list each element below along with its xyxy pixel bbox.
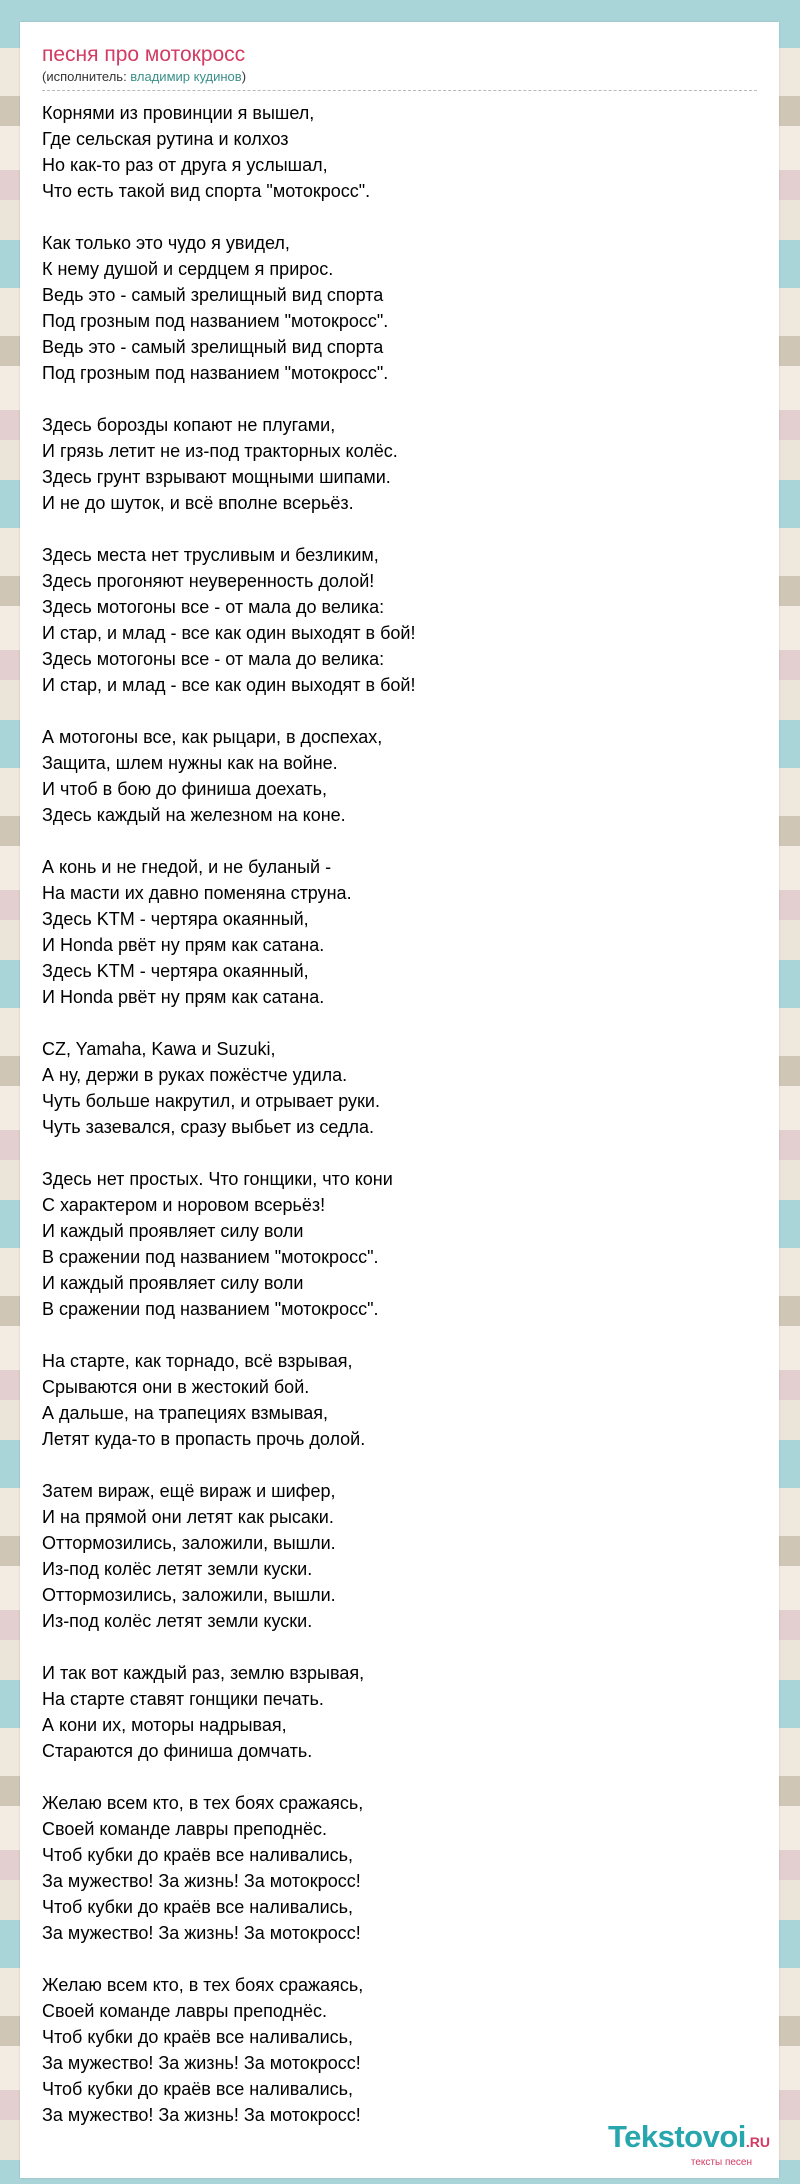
artist-prefix: (исполнитель: xyxy=(42,69,131,84)
lyrics-line: Оттормозились, заложили, вышли. xyxy=(42,1585,336,1605)
lyrics-stanza xyxy=(42,412,757,516)
lyrics-line: Чуть больше накрутил, и отрывает руки. xyxy=(42,1091,380,1111)
lyrics-line: Чуть зазевался, сразу выбьет из седла. xyxy=(42,1117,375,1137)
lyrics-stanza xyxy=(42,230,757,386)
lyrics-line: Оттормозились, заложили, вышли. xyxy=(42,1533,336,1553)
lyrics-line: Здесь нет простых. Что гонщики, что кони xyxy=(42,1169,393,1189)
lyrics-line: И каждый проявляет силу воли xyxy=(42,1221,304,1241)
artist-line xyxy=(42,68,757,91)
lyrics-line: Из-под колёс летят земли куски. xyxy=(42,1559,313,1579)
lyrics-stanza xyxy=(42,1036,757,1140)
lyrics-line: И стар, и млад - все как один выходят в бой! xyxy=(42,675,416,695)
lyrics-line: Стараются до финиша домчать. xyxy=(42,1741,313,1761)
lyrics-card xyxy=(20,22,779,2178)
lyrics-line: Здесь мотогоны все - от мала до велика: xyxy=(42,597,385,617)
lyrics-stanza xyxy=(42,1478,757,1634)
lyrics-stanza xyxy=(42,1660,757,1764)
lyrics-line: К нему душой и сердцем я прирос. xyxy=(42,259,334,279)
lyrics-line: Ведь это - самый зрелищный вид спорта xyxy=(42,285,384,305)
lyrics-line: Срываются они в жестокий бой. xyxy=(42,1377,310,1397)
logo-tagline: тексты песен xyxy=(690,2157,752,2168)
lyrics-line: Затем вираж, ещё вираж и шифер, xyxy=(42,1481,336,1501)
lyrics-line: Летят куда-то в пропасть прочь долой. xyxy=(42,1429,366,1449)
lyrics-line: Желаю всем кто, в тех боях сражаясь, xyxy=(42,1793,364,1813)
lyrics-line: Ведь это - самый зрелищный вид спорта xyxy=(42,337,384,357)
lyrics-line: Здесь грунт взрывают мощными шипами. xyxy=(42,467,391,487)
lyrics-line: И каждый проявляет силу воли xyxy=(42,1273,304,1293)
lyrics-stanza xyxy=(42,100,757,204)
lyrics-stanza xyxy=(42,1790,757,1946)
lyrics-line: Как только это чудо я увидел, xyxy=(42,233,290,253)
lyrics-line: А мотогоны все, как рыцари, в доспехах, xyxy=(42,727,383,747)
lyrics-line: Здесь каждый на железном на коне. xyxy=(42,805,346,825)
song-title: песня про мотокросс xyxy=(42,43,246,66)
lyrics-line: Но как-то раз от друга я услышал, xyxy=(42,155,328,175)
lyrics-line: На старте, как торнадо, всё взрывая, xyxy=(42,1351,353,1371)
lyrics-line: Что есть такой вид спорта "мотокросс". xyxy=(42,181,371,201)
lyrics-line: Здесь борозды копают не плугами, xyxy=(42,415,336,435)
lyrics-line: С характером и норовом всерьёз! xyxy=(42,1195,326,1215)
lyrics-line: Чтоб кубки до краёв все наливались, xyxy=(42,1897,354,1917)
lyrics-stanza xyxy=(42,542,757,698)
artist-suffix: ) xyxy=(241,69,247,84)
lyrics-line: И грязь летит не из-под тракторных колёс. xyxy=(42,441,398,461)
lyrics-line: А кони их, моторы надрывая, xyxy=(42,1715,287,1735)
site-logo[interactable] xyxy=(608,2121,770,2168)
artist-link[interactable]: владимир кудинов xyxy=(130,69,242,84)
lyrics-line: CZ, Yamaha, Kawa и Suzuki, xyxy=(42,1039,276,1059)
lyrics-line: Своей команде лавры преподнёс. xyxy=(42,2001,327,2021)
lyrics-line: Здесь KTM - чертяра окаянный, xyxy=(42,909,309,929)
lyrics-line: За мужество! За жизнь! За мотокросс! xyxy=(42,2053,361,2073)
lyrics-line: Здесь мотогоны все - от мала до велика: xyxy=(42,649,385,669)
logo-name: Tekstovoi xyxy=(607,2119,746,2154)
lyrics-line: Под грозным под названием "мотокросс". xyxy=(42,363,389,383)
lyrics-line: И стар, и млад - все как один выходят в бой! xyxy=(42,623,416,643)
logo-wordmark xyxy=(608,2121,770,2158)
lyrics-line: Здесь прогоняют неуверенность долой! xyxy=(42,571,375,591)
lyrics-line: На масти их давно поменяна струна. xyxy=(42,883,352,903)
lyrics-line: Чтоб кубки до краёв все наливались, xyxy=(42,1845,354,1865)
lyrics-line: За мужество! За жизнь! За мотокросс! xyxy=(42,1923,361,1943)
lyrics-line: Здесь места нет трусливым и безликим, xyxy=(42,545,379,565)
lyrics-body xyxy=(42,100,757,2128)
lyrics-line: А ну, держи в руках пожёстче удила. xyxy=(42,1065,348,1085)
lyrics-line: На старте ставят гонщики печать. xyxy=(42,1689,324,1709)
lyrics-line: И чтоб в бою до финиша доехать, xyxy=(42,779,328,799)
lyrics-line: И так вот каждый раз, землю взрывая, xyxy=(42,1663,365,1683)
lyrics-line: В сражении под названием "мотокросс". xyxy=(42,1247,379,1267)
lyrics-stanza xyxy=(42,1166,757,1322)
lyrics-line: И на прямой они летят как рысаки. xyxy=(42,1507,334,1527)
lyrics-line: И Honda рвёт ну прям как сатана. xyxy=(42,935,325,955)
lyrics-line: И Honda рвёт ну прям как сатана. xyxy=(42,987,325,1007)
lyrics-line: Из-под колёс летят земли куски. xyxy=(42,1611,313,1631)
lyrics-line: Своей команде лавры преподнёс. xyxy=(42,1819,327,1839)
lyrics-line: Чтоб кубки до краёв все наливались, xyxy=(42,2079,354,2099)
lyrics-stanza xyxy=(42,724,757,828)
lyrics-line: А дальше, на трапециях взмывая, xyxy=(42,1403,328,1423)
lyrics-stanza xyxy=(42,1348,757,1452)
lyrics-line: Где сельская рутина и колхоз xyxy=(42,129,289,149)
lyrics-line: За мужество! За жизнь! За мотокросс! xyxy=(42,2105,361,2125)
lyrics-stanza xyxy=(42,1972,757,2128)
lyrics-line: Здесь KTM - чертяра окаянный, xyxy=(42,961,309,981)
lyrics-line: Под грозным под названием "мотокросс". xyxy=(42,311,389,331)
lyrics-line: За мужество! За жизнь! За мотокросс! xyxy=(42,1871,361,1891)
logo-tld: .RU xyxy=(745,2134,770,2150)
lyrics-line: Защита, шлем нужны как на войне. xyxy=(42,753,338,773)
lyrics-line: И не до шуток, и всё вполне всерьёз. xyxy=(42,493,354,513)
lyrics-stanza xyxy=(42,854,757,1010)
lyrics-line: Желаю всем кто, в тех боях сражаясь, xyxy=(42,1975,364,1995)
lyrics-line: А конь и не гнедой, и не буланый - xyxy=(42,857,332,877)
lyrics-line: Корнями из провинции я вышел, xyxy=(42,103,315,123)
lyrics-line: Чтоб кубки до краёв все наливались, xyxy=(42,2027,354,2047)
lyrics-line: В сражении под названием "мотокросс". xyxy=(42,1299,379,1319)
